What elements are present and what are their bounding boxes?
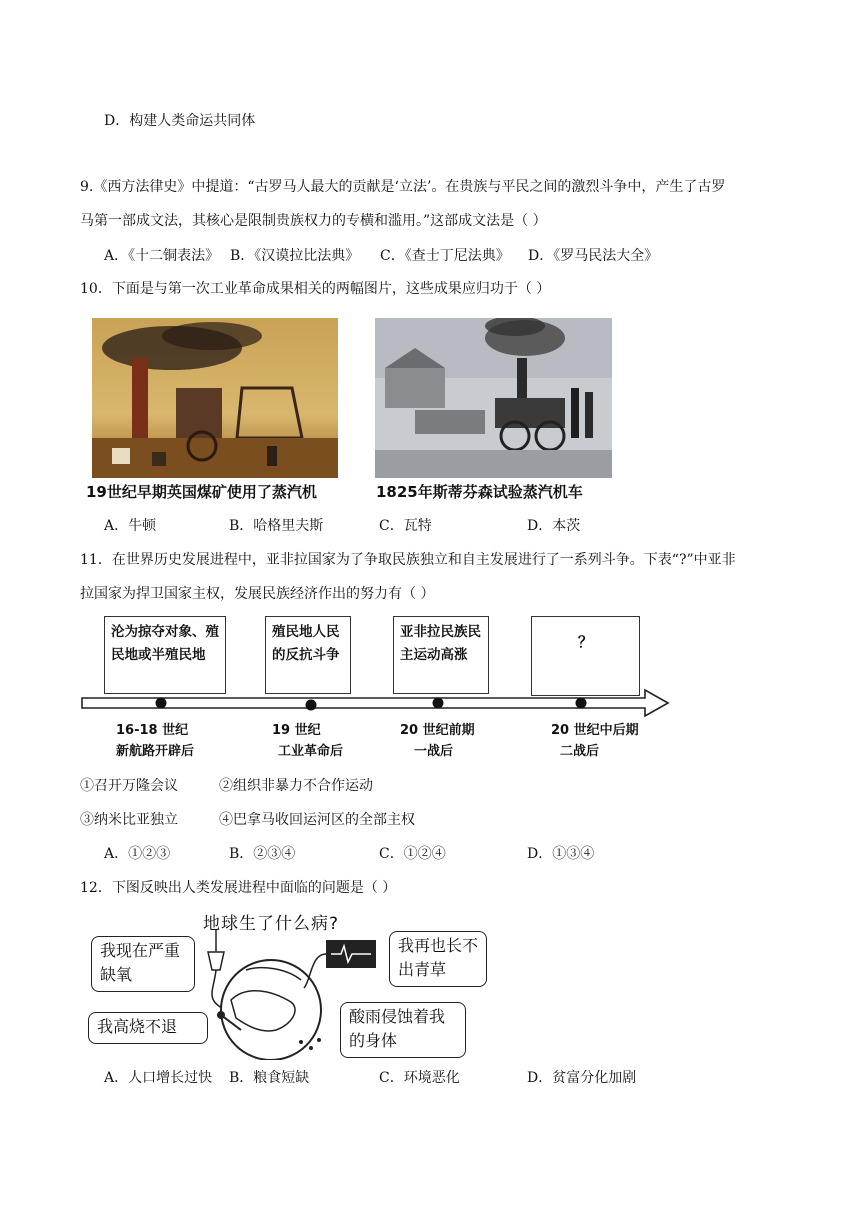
q9-option-d: D．《罗马民法大全》 bbox=[528, 248, 659, 264]
q11-option-a: A．①②③ bbox=[104, 846, 171, 862]
stephenson-locomotive-painting bbox=[375, 318, 612, 478]
timeline-label-1-period: 16-18 世纪 bbox=[116, 723, 189, 738]
q12-option-c: C．环境恶化 bbox=[379, 1070, 460, 1086]
q9-stem-line1: 9.《西方法律史》中提道：“古罗马人最大的贡献是‘立法’。在贵族与平民之间的激烈斗争中，产生了古罗 bbox=[80, 179, 726, 195]
q9-stem-line2: 马第一部成文法，其核心是限制贵族权力的专横和滥用。”这部成文法是（ ） bbox=[80, 213, 547, 229]
q12-option-d: D．贫富分化加剧 bbox=[527, 1070, 637, 1086]
q11-option-d: D．①③④ bbox=[527, 846, 595, 862]
timeline-label-3-event: 一战后 bbox=[414, 744, 454, 759]
q10-option-a: A．牛顿 bbox=[104, 518, 157, 534]
cartoon-title: 地球生了什么病? bbox=[203, 914, 340, 934]
timeline-box-1: 沦为掠夺对象、殖民地或半殖民地 bbox=[104, 616, 226, 694]
timeline-label-3-period: 20 世纪前期 bbox=[400, 723, 475, 738]
bubble-acid-rain: 酸雨侵蚀着我的身体 bbox=[340, 1002, 466, 1058]
timeline-label-4-period: 20 世纪中后期 bbox=[551, 723, 639, 738]
q11-item-4: ④巴拿马收回运河区的全部主权 bbox=[219, 812, 415, 828]
q10-stem: 10．下面是与第一次工业革命成果相关的两幅图片，这些成果应归功于（ ） bbox=[80, 281, 551, 297]
q12-option-a: A．人口增长过快 bbox=[104, 1070, 213, 1086]
q9-option-b: B．《汉谟拉比法典》 bbox=[230, 248, 360, 264]
q10-option-c: C．瓦特 bbox=[379, 518, 432, 534]
bubble-fever: 我高烧不退 bbox=[88, 1012, 208, 1044]
q11-stem-line2: 拉国家为捍卫国家主权，发展民族经济作出的努力有（ ） bbox=[80, 586, 435, 602]
q11-option-b: B．②③④ bbox=[229, 846, 296, 862]
timeline-label-4-event: 二战后 bbox=[560, 744, 600, 759]
q12-stem: 12．下图反映出人类发展进程中面临的问题是（ ） bbox=[80, 880, 397, 896]
timeline-label-1-event: 新航路开辟后 bbox=[116, 744, 195, 759]
q11-item-3: ③纳米比亚独立 bbox=[80, 812, 178, 828]
q10-option-d: D．本茨 bbox=[527, 518, 581, 534]
q11-item-2: ②组织非暴力不合作运动 bbox=[219, 778, 373, 794]
q11-option-c: C．①②④ bbox=[379, 846, 446, 862]
q8-option-d: D．构建人类命运共同体 bbox=[104, 113, 256, 129]
locomotive-caption: 1825年斯蒂芬森试验蒸汽机车 bbox=[376, 483, 583, 501]
timeline-label-2-period: 19 世纪 bbox=[272, 723, 321, 738]
q9-option-c: C．《查士丁尼法典》 bbox=[380, 248, 510, 264]
timeline-box-2: 殖民地人民的反抗斗争 bbox=[265, 616, 351, 694]
bubble-oxygen: 我现在严重缺氧 bbox=[91, 936, 195, 992]
q9-option-a: A．《十二铜表法》 bbox=[104, 248, 220, 264]
q11-item-1: ①召开万隆会议 bbox=[80, 778, 178, 794]
q10-option-b: B．哈格里夫斯 bbox=[229, 518, 324, 534]
coal-mine-caption: 19世纪早期英国煤矿使用了蒸汽机 bbox=[86, 483, 317, 501]
coal-mine-steam-engine-painting bbox=[92, 318, 338, 478]
timeline-label-2-event: 工业革命后 bbox=[278, 744, 344, 759]
bubble-grass: 我再也长不出青草 bbox=[389, 931, 487, 987]
timeline-box-question: ？ bbox=[531, 616, 640, 696]
q11-stem-line1: 11．在世界历史发展进程中，亚非拉国家为了争取民族独立和自主发展进行了一系列斗争。下表“?”中亚非 bbox=[80, 552, 736, 568]
timeline-arrow bbox=[80, 688, 672, 718]
q12-option-b: B．粮食短缺 bbox=[229, 1070, 310, 1086]
timeline-box-3: 亚非拉民族民主运动高涨 bbox=[393, 616, 489, 694]
